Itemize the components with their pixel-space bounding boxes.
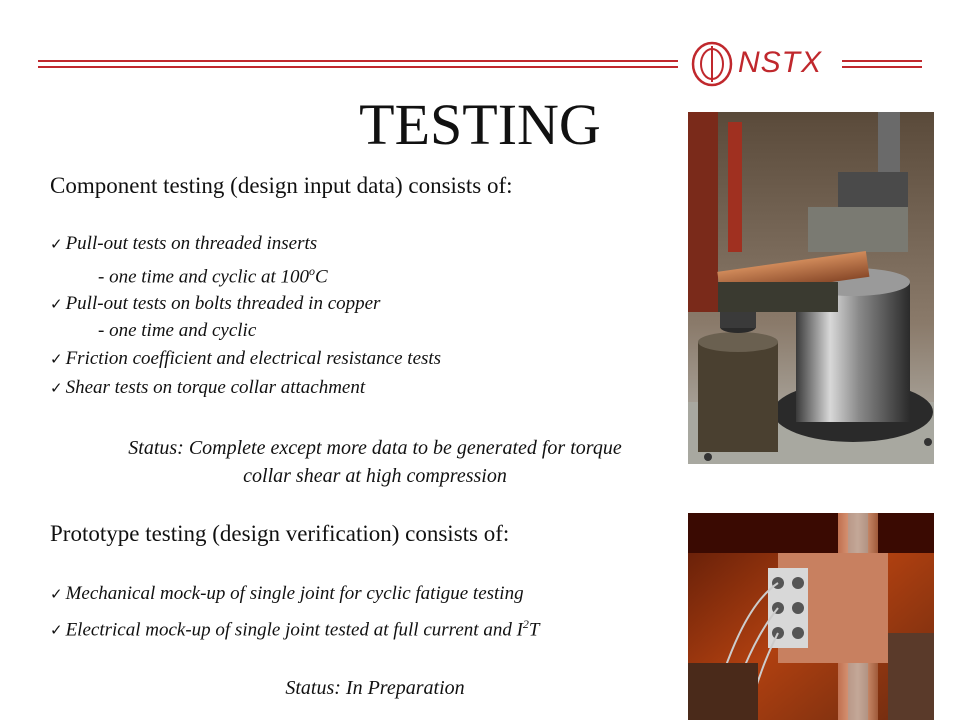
check-icon: ✓ <box>50 295 63 313</box>
nstx-logo-icon <box>690 40 734 88</box>
header-rule-left-bottom <box>38 66 678 68</box>
page-title: TESTING <box>359 92 601 157</box>
component-status: Status: Complete except more data to be generated for torque collar shear at high compression <box>128 437 622 487</box>
component-heading: Component testing (design input data) consists of: <box>50 173 513 198</box>
test-fixture-photo <box>688 112 934 464</box>
header-rule-right-top <box>842 60 922 62</box>
component-item-2: ✓ Pull-out tests on bolts threaded in copper <box>50 293 381 314</box>
prototype-item-2: ✓ Electrical mock-up of single joint tested at full current and $I^2T$ <box>50 617 540 641</box>
component-subitem-2: - one time and cyclic <box>98 320 257 341</box>
check-icon: ✓ <box>50 235 63 253</box>
check-icon: ✓ <box>50 585 63 603</box>
check-icon: ✓ <box>50 621 63 640</box>
component-item-4: ✓ Shear tests on torque collar attachment <box>50 377 366 398</box>
prototype-item-1: ✓ Mechanical mock-up of single joint for cyclic fatigue testing <box>50 583 524 604</box>
prototype-heading: Prototype testing (design verification) consists of: <box>50 521 510 546</box>
prototype-status: Status: In Preparation <box>285 677 465 699</box>
component-subitem-1: - one time and cyclic at 100$^o$C <box>98 264 328 288</box>
mockup-joint-photo <box>688 513 934 720</box>
component-item-3: ✓ Friction coefficient and electrical resistance tests <box>50 348 442 369</box>
check-icon: ✓ <box>50 350 63 368</box>
check-icon: ✓ <box>50 379 63 397</box>
header-rule-right-bottom <box>842 66 922 68</box>
component-item-1: ✓ Pull-out tests on threaded inserts <box>50 233 318 254</box>
logo-text: NSTX <box>738 46 823 79</box>
header-rule-left-top <box>38 60 678 62</box>
